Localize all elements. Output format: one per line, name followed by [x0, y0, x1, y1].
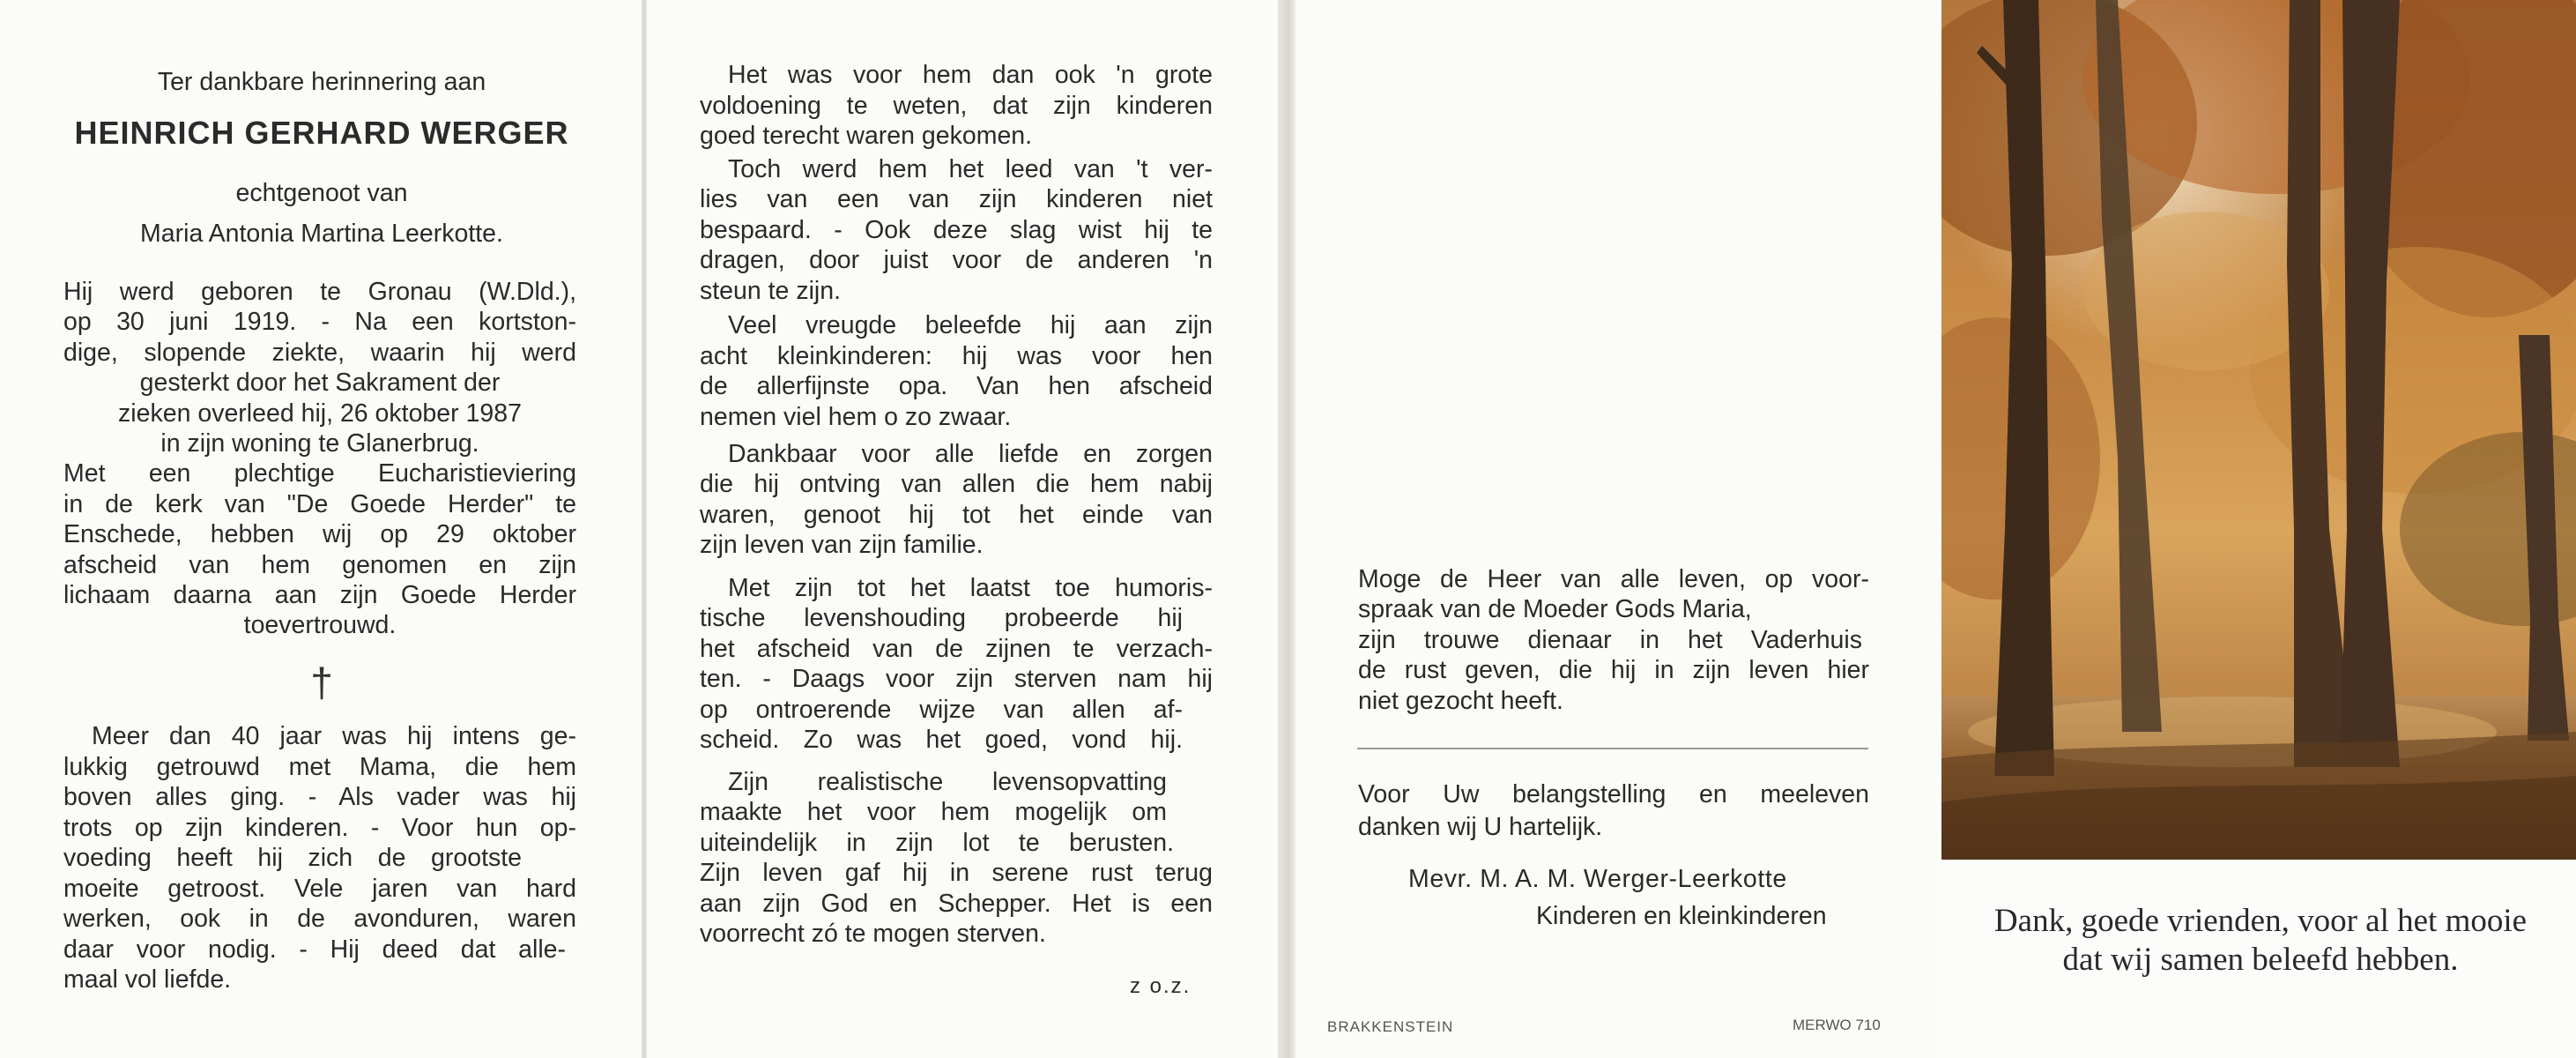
bio-line: toevertrouwd. [243, 611, 397, 639]
bio-line: dige, slopende ziekte, waarin hij werd [63, 339, 576, 367]
thanks-line: Voor Uw belangstelling en meeleven [1358, 780, 1869, 808]
publisher-mark: BRAKKENSTEIN [1327, 1018, 1454, 1035]
spouse-name: Maria Antonia Martina Leerkotte. [140, 220, 503, 248]
zoz-note: z o.z. [1130, 974, 1191, 998]
signature-widow: Mevr. M. A. M. Werger-Leerkotte [1408, 865, 1787, 893]
life-line: lies van een van zijn kinderen niet [700, 185, 1213, 213]
life-line: steun te zijn. [700, 277, 842, 305]
thanks-line: danken wij U hartelijk. [1358, 813, 1603, 841]
life-line: voldoening te weten, dat zijn kinderen [700, 92, 1213, 120]
marriage-line: voeding heeft hij zich de grootste [63, 844, 522, 872]
bio-line: gesterkt door het Sakrament der [139, 369, 501, 397]
life-line: Toch werd hem het leed van 't ver- [728, 155, 1213, 183]
life-line: nemen viel hem o zo zwaar. [700, 403, 1012, 431]
life-line: scheid. Zo was het goed, vond hij. [700, 726, 1183, 754]
bio-line: in de kerk van "De Goede Herder" te [63, 490, 576, 518]
bio-line: zieken overleed hij, 26 oktober 1987 [118, 399, 522, 428]
autumn-forest-photo [1941, 0, 2576, 860]
marriage-line: lukkig getrouwd met Mama, die hem [63, 753, 576, 781]
divider-line [1357, 748, 1868, 749]
caption-line: Dank, goede vrienden, voor al het mooie [1993, 903, 2528, 939]
print-code: MERWO 710 [1793, 1017, 1881, 1033]
prayer-line: spraak van de Moeder Gods Maria, [1358, 595, 1752, 623]
prayer-line: niet gezocht heeft. [1358, 687, 1563, 715]
life-line: goed terecht waren gekomen. [700, 122, 1033, 150]
life-line: acht kleinkinderen: hij was voor hen [700, 342, 1213, 370]
bio-line: Hij werd geboren te Gronau (W.Dld.), [63, 278, 576, 306]
marriage-line: maal vol liefde. [63, 965, 232, 994]
marriage-line: trots op zijn kinderen. - Voor hun op- [63, 814, 576, 842]
life-line: maakte het voor hem mogelijk om [700, 798, 1167, 826]
caption-line: dat wij samen beleefd hebben. [2062, 942, 2459, 978]
life-line: ten. - Daags voor zijn sterven nam hij [700, 665, 1213, 693]
marriage-line: daar voor nodig. - Hij deed dat alle- [63, 935, 566, 964]
intro-text: Ter dankbare herinnering aan [157, 68, 486, 96]
life-line: Veel vreugde beleefde hij aan zijn [728, 311, 1213, 339]
life-line: zijn leven van zijn familie. [700, 531, 984, 559]
life-line: dragen, door juist voor de anderen 'n [700, 246, 1213, 274]
life-line: Met zijn tot het laatst toe humoris- [728, 574, 1213, 602]
bio-line: op 30 juni 1919. - Na een kortston- [63, 308, 576, 336]
life-line: het afscheid van de zijnen te verzach- [700, 635, 1213, 663]
card-panel-center-right [1295, 0, 1937, 1058]
marriage-line: Meer dan 40 jaar was hij intens ge- [92, 722, 576, 750]
signature-family: Kinderen en kleinkinderen [1536, 902, 1827, 930]
relation-text: echtgenoot van [235, 179, 408, 207]
prayer-line: Moge de Heer van alle leven, op voor- [1358, 565, 1869, 593]
life-line: die hij ontving van allen die hem nabij [700, 470, 1213, 498]
life-line: tische levenshouding probeerde hij [700, 604, 1183, 632]
life-line: Dankbaar voor alle liefde en zorgen [728, 440, 1213, 468]
life-line: aan zijn God en Schepper. Het is een [700, 890, 1213, 918]
bio-line: lichaam daarna aan zijn Goede Herder [63, 581, 576, 609]
deceased-name: HEINRICH GERHARD WERGER [74, 115, 569, 151]
bio-line: in zijn woning te Glanerbrug. [160, 429, 479, 458]
life-line: Het was voor hem dan ook 'n grote [728, 61, 1213, 89]
bio-line: Met een plechtige Eucharistieviering [63, 459, 576, 488]
life-line: bespaard. - Ook deze slag wist hij te [700, 216, 1213, 244]
marriage-line: boven alles ging. - Als vader was hij [63, 783, 576, 811]
life-line: uiteindelijk in zijn lot te berusten. [700, 829, 1174, 857]
life-line: op ontroerende wijze van allen af- [700, 696, 1183, 724]
marriage-line: werken, ook in de avonduren, waren [63, 905, 576, 933]
bio-line: afscheid van hem genomen en zijn [63, 551, 576, 579]
life-line: waren, genoot hij tot het einde van [700, 501, 1213, 529]
cross-icon: † [310, 659, 333, 705]
life-line: de allerfijnste opa. Van hen afscheid [700, 372, 1213, 400]
life-line: voorrecht zó te mogen sterven. [700, 920, 1046, 948]
fold-line [1281, 0, 1295, 1058]
life-line: Zijn leven gaf hij in serene rust terug [700, 859, 1213, 887]
life-line: Zijn realistische levensopvatting [728, 768, 1167, 796]
prayer-line: zijn trouwe dienaar in het Vaderhuis [1358, 626, 1862, 654]
marriage-line: moeite getroost. Vele jaren van hard [63, 875, 576, 903]
bio-line: Enschede, hebben wij op 29 oktober [63, 520, 576, 548]
prayer-line: de rust geven, die hij in zijn leven hier [1358, 656, 1869, 684]
